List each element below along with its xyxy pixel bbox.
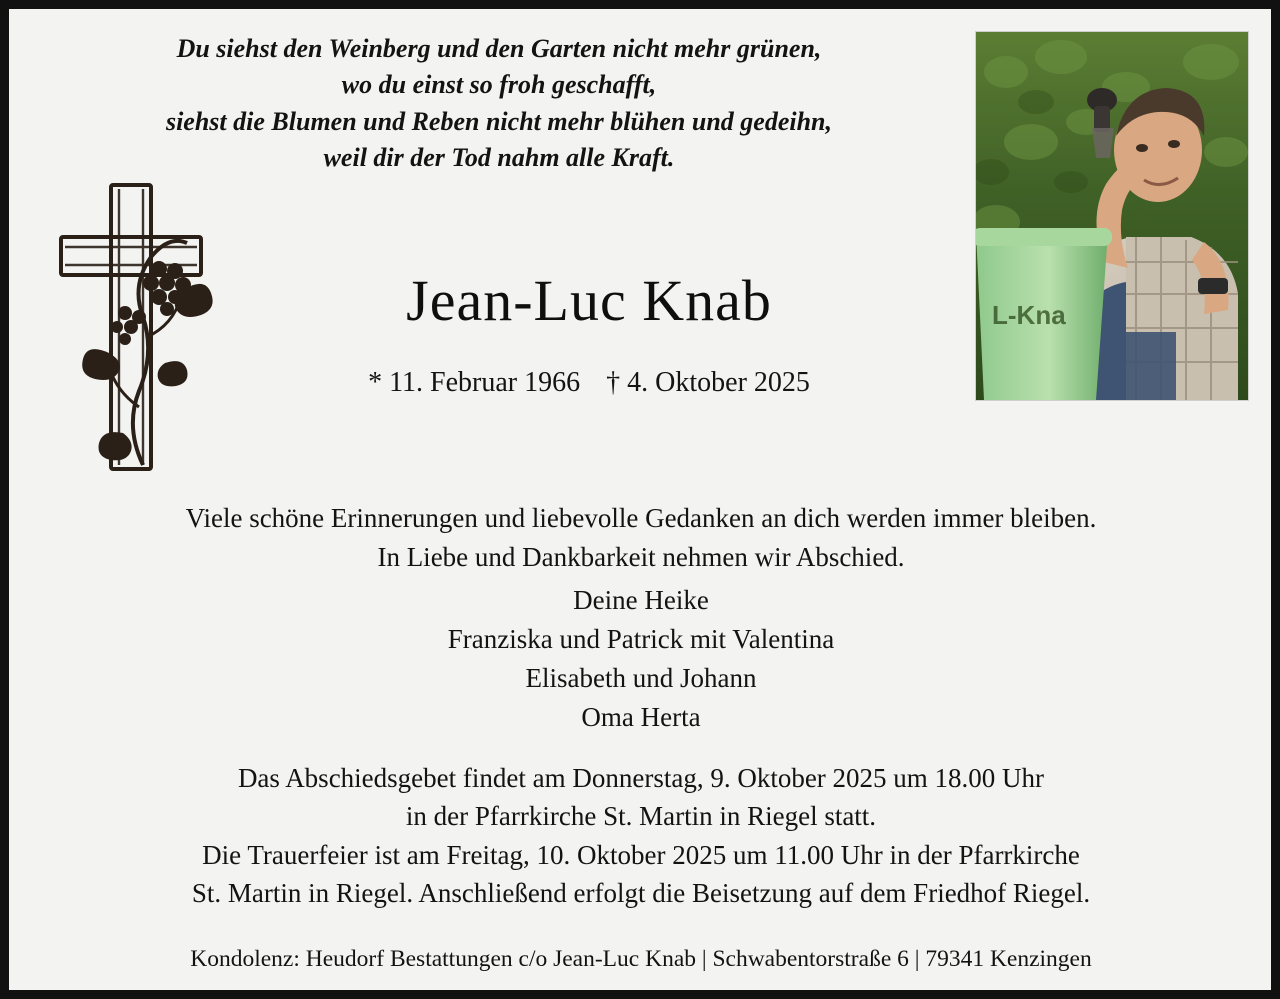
family-line: Oma Herta [581, 701, 701, 732]
memorial-line: Viele schöne Erinnerungen und liebevolle Gedanken an dich werden immer bleiben. [185, 503, 1097, 533]
death-date: † 4. Oktober 2025 [606, 367, 810, 398]
family-line: Deine Heike [573, 585, 709, 615]
condolence-footer: Kondolenz: Heudorf Bestattungen c/o Jean-Luc Knab | Schwabentorstraße 6 | 79341 Kenzingen [190, 946, 1092, 972]
verse-line: weil dir der Tod nahm alle Kraft. [323, 143, 675, 173]
birth-date: * 11. Februar 1966 [368, 367, 581, 398]
cross-with-grapevine-icon [47, 177, 219, 477]
verse-block [39, 31, 959, 177]
service-line: Das Abschiedsgebet findet am Donnerstag, 9. Oktober 2025 um 18.00 Uhr [237, 763, 1045, 793]
service-line: St. Martin in Riegel. Anschließend erfolgt die Beisetzung auf dem Friedhof Riegel. [191, 877, 1091, 908]
family-line: Elisabeth und Johann [525, 662, 757, 693]
memorial-text [37, 499, 1245, 577]
deceased-name: Jean-Luc Knab [406, 268, 772, 333]
memorial-line: In Liebe und Dankbarkeit nehmen wir Abschied. [377, 541, 905, 572]
service-line: Die Trauerfeier ist am Freitag, 10. Oktober 2025 um 11.00 Uhr in der Pfarrkirche [202, 839, 1080, 870]
verse-line: Du siehst den Weinberg und den Garten nicht mehr grünen, [176, 34, 822, 63]
portrait-photo-image [976, 32, 1248, 400]
obituary-inner [9, 9, 1271, 990]
family-line: Franziska und Patrick mit Valentina [447, 623, 835, 654]
service-line: in der Pfarrkirche St. Martin in Riegel statt. [405, 801, 877, 832]
verse-line: wo du einst so froh geschafft, [341, 70, 657, 100]
svg-text:L-Kna: L-Kna [992, 300, 1066, 330]
family-list [37, 581, 1245, 737]
portrait-photo [975, 31, 1249, 401]
cross-icon-graphic [47, 177, 219, 477]
life-dates [224, 367, 954, 399]
service-details [37, 759, 1245, 912]
verse-line: siehst die Blumen und Reben nicht mehr blühen und gedeihn, [165, 106, 833, 136]
